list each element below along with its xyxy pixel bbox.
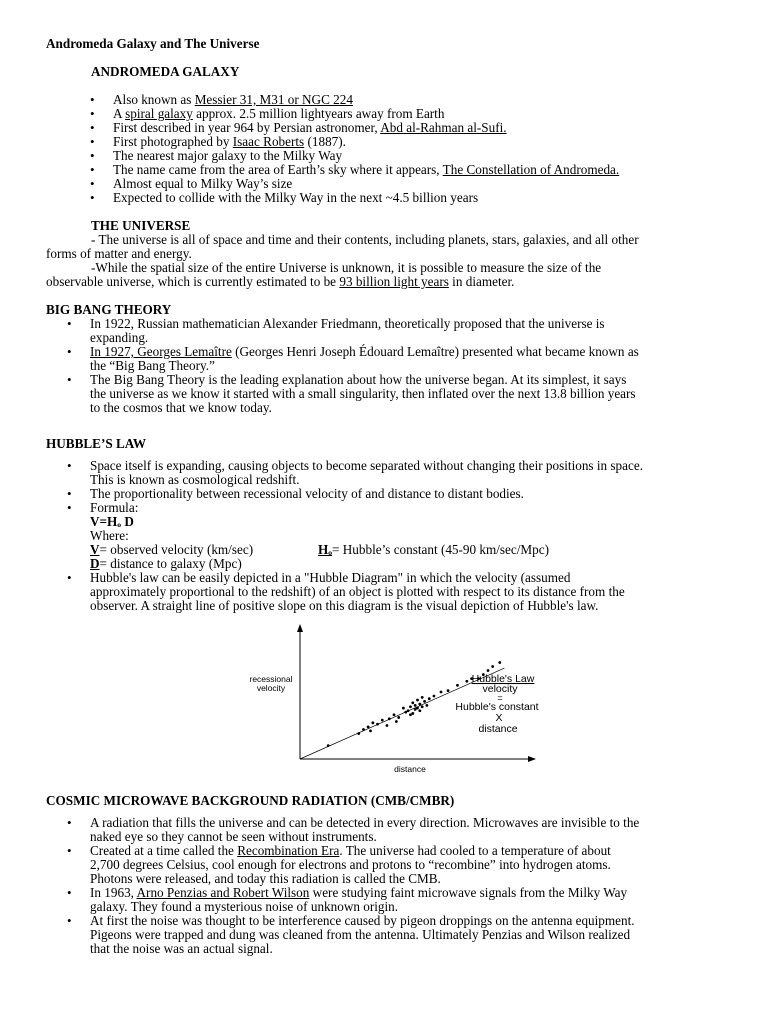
data-point: [386, 724, 389, 727]
andromeda-heading: ANDROMEDA GALAXY: [91, 64, 240, 79]
andromeda-item: • Expected to collide with the Milky Way in the next ~4.5 billion years: [113, 191, 733, 205]
universe-paragraph-2-line-2: observable universe, which is currently estimated to be 93 billion light years in diameter.: [46, 274, 515, 289]
data-point: [414, 704, 417, 707]
andromeda-link[interactable]: Abd al-Rahman al-Sufi.: [380, 120, 507, 135]
cmb-heading: COSMIC MICROWAVE BACKGROUND RADIATION (CMB/CMBR): [46, 793, 455, 808]
data-point: [402, 707, 405, 710]
diameter-link[interactable]: 93 billion light years: [339, 274, 449, 289]
list-item: • Hubble's law can be easily depicted in a "Hubble Diagram" in which the velocity (assumed approximately proportional to the redshift) of an object is plotted with respect to its distance from the observer. A straight line of positive slope on this diagram is the visual depiction of Hubble's law.: [90, 571, 740, 613]
y-axis-label-line-2: velocity: [256, 683, 286, 693]
universe-heading: THE UNIVERSE: [91, 218, 191, 233]
universe-paragraph-1-line-2: forms of matter and energy.: [46, 246, 192, 261]
data-point: [357, 732, 360, 735]
annotation-title: Hubble's Law: [471, 673, 535, 685]
lemaitre-link[interactable]: In 1927, Georges Lemaître: [90, 344, 232, 359]
annotation-line: =: [497, 693, 503, 703]
data-point: [414, 708, 417, 711]
data-point: [418, 703, 421, 706]
list-item: • In 1922, Russian mathematician Alexander Friedmann, theoretically proposed that the universe is expanding.: [90, 317, 730, 345]
data-point: [426, 704, 429, 707]
data-point: [465, 680, 468, 683]
list-item: • Formula: V=Hₒ D Where: V= observed velocity (km/sec) Hₒ= Hubble’s constant (45-90 km/sec/Mpc) D= distance to galaxy (Mpc): [90, 501, 740, 571]
andromeda-link[interactable]: Isaac Roberts: [232, 134, 305, 149]
data-point: [416, 699, 419, 702]
data-point: [411, 701, 414, 704]
list-item: • At first the noise was thought to be interference caused by pigeon droppings on the antenna equipment. Pigeons were trapped and dung was cleaned from the antenna. Ultimately Penzias and Wilson realized that the noise was an actual signal.: [90, 914, 740, 956]
andromeda-link[interactable]: Messier 31, M31 or NGC 224: [194, 92, 353, 107]
recombination-era-link[interactable]: Recombination Era: [237, 843, 340, 858]
data-point: [369, 729, 372, 732]
data-point: [423, 700, 426, 703]
x-axis-label: distance: [394, 764, 426, 774]
data-point: [376, 723, 379, 726]
universe-paragraph-1-line-1: - The universe is all of space and time and their contents, including planets, stars, galaxies, and all other: [91, 232, 639, 247]
list-item: • The proportionality between recessional velocity of and distance to distant bodies.: [90, 487, 740, 501]
data-point: [327, 744, 330, 747]
y-axis-label-line-1: recessional: [249, 674, 293, 684]
x-axis-arrow: [528, 756, 536, 762]
data-point: [393, 713, 396, 716]
y-axis-arrow: [297, 624, 303, 632]
andromeda-list: [113, 93, 733, 205]
data-point: [447, 689, 450, 692]
data-point: [407, 709, 410, 712]
andromeda-item: • The name came from the area of Earth’s sky where it appears, The Constellation of Andromeda.: [113, 163, 733, 177]
data-point: [409, 713, 412, 716]
penzias-wilson-link[interactable]: Arno Penzias and Robert Wilson: [136, 885, 310, 900]
annotation-line: distance: [478, 723, 518, 735]
andromeda-item: • First described in year 964 by Persian astronomer, Abd al-Rahman al-Sufi.: [113, 121, 733, 135]
andromeda-link[interactable]: The Constellation of Andromeda.: [442, 162, 620, 177]
big-bang-list: [90, 317, 730, 415]
data-point: [381, 719, 384, 722]
hubble-diagram: [240, 620, 540, 780]
andromeda-item: • A spiral galaxy approx. 2.5 million lightyears away from Earth: [113, 107, 733, 121]
data-point: [371, 721, 374, 724]
andromeda-link[interactable]: spiral galaxy: [125, 106, 193, 121]
data-point: [421, 705, 424, 708]
annotation-line: X: [495, 712, 503, 724]
list-item: • In 1963, Arno Penzias and Robert Wilson were studying faint microwave signals from the Milky Way galaxy. They found a mysterious noise of unknown origin.: [90, 886, 740, 914]
andromeda-item: • First photographed by Isaac Roberts (1887).: [113, 135, 733, 149]
data-point: [362, 728, 365, 731]
data-point: [395, 720, 398, 723]
andromeda-item: • Also known as Messier 31, M31 or NGC 224: [113, 93, 733, 107]
data-point: [440, 691, 443, 694]
hubble-heading: HUBBLE’S LAW: [46, 436, 147, 451]
data-point: [411, 712, 414, 715]
list-item: • The Big Bang Theory is the leading explanation about how the universe began. At its simplest, it says the universe as we know it started with a small singularity, then inflated over the next 13.8 billion years to the cosmos that we know today.: [90, 373, 730, 415]
list-item: • Space itself is expanding, causing objects to become separated without changing their positions in space. This is known as cosmological redshift.: [90, 459, 740, 487]
cmb-list: [90, 816, 740, 956]
annotation-line: Hubble's constant: [455, 701, 539, 713]
data-point: [456, 684, 459, 687]
data-point: [388, 717, 391, 720]
formula: V=Hₒ D: [90, 514, 134, 529]
data-point: [418, 709, 421, 712]
list-item: • Created at a time called the Recombination Era. The universe had cooled to a temperature of about 2,700 degrees Celsius, cool enough for electrons and protons to “recombine” into hydrogen atoms. Photons were released, and today this radiation is called the CMB.: [90, 844, 740, 886]
data-point: [397, 716, 400, 719]
document-title: Andromeda Galaxy and The Universe: [46, 36, 260, 51]
data-point: [433, 695, 436, 698]
andromeda-item: • Almost equal to Milky Way’s size: [113, 177, 733, 191]
data-point: [487, 669, 490, 672]
list-item: • In 1927, Georges Lemaître (Georges Henri Joseph Édouard Lemaître) presented what became known as the “Big Bang Theory.”: [90, 345, 730, 373]
big-bang-heading: BIG BANG THEORY: [46, 302, 172, 317]
data-point: [491, 665, 494, 668]
data-point: [404, 711, 407, 714]
data-point: [416, 707, 419, 710]
universe-paragraph-2-line-1: -While the spatial size of the entire Universe is unknown, it is possible to measure the size of the: [91, 260, 602, 275]
data-point: [409, 705, 412, 708]
list-item: • A radiation that fills the universe and can be detected in every direction. Microwaves are invisible to the naked eye so they cannot be seen without instruments.: [90, 816, 740, 844]
hubble-list: [90, 459, 740, 613]
annotation-line: velocity: [482, 683, 518, 695]
data-point: [498, 661, 501, 664]
data-point: [428, 697, 431, 700]
data-point: [367, 725, 370, 728]
data-point: [421, 696, 424, 699]
andromeda-item: • The nearest major galaxy to the Milky Way: [113, 149, 733, 163]
